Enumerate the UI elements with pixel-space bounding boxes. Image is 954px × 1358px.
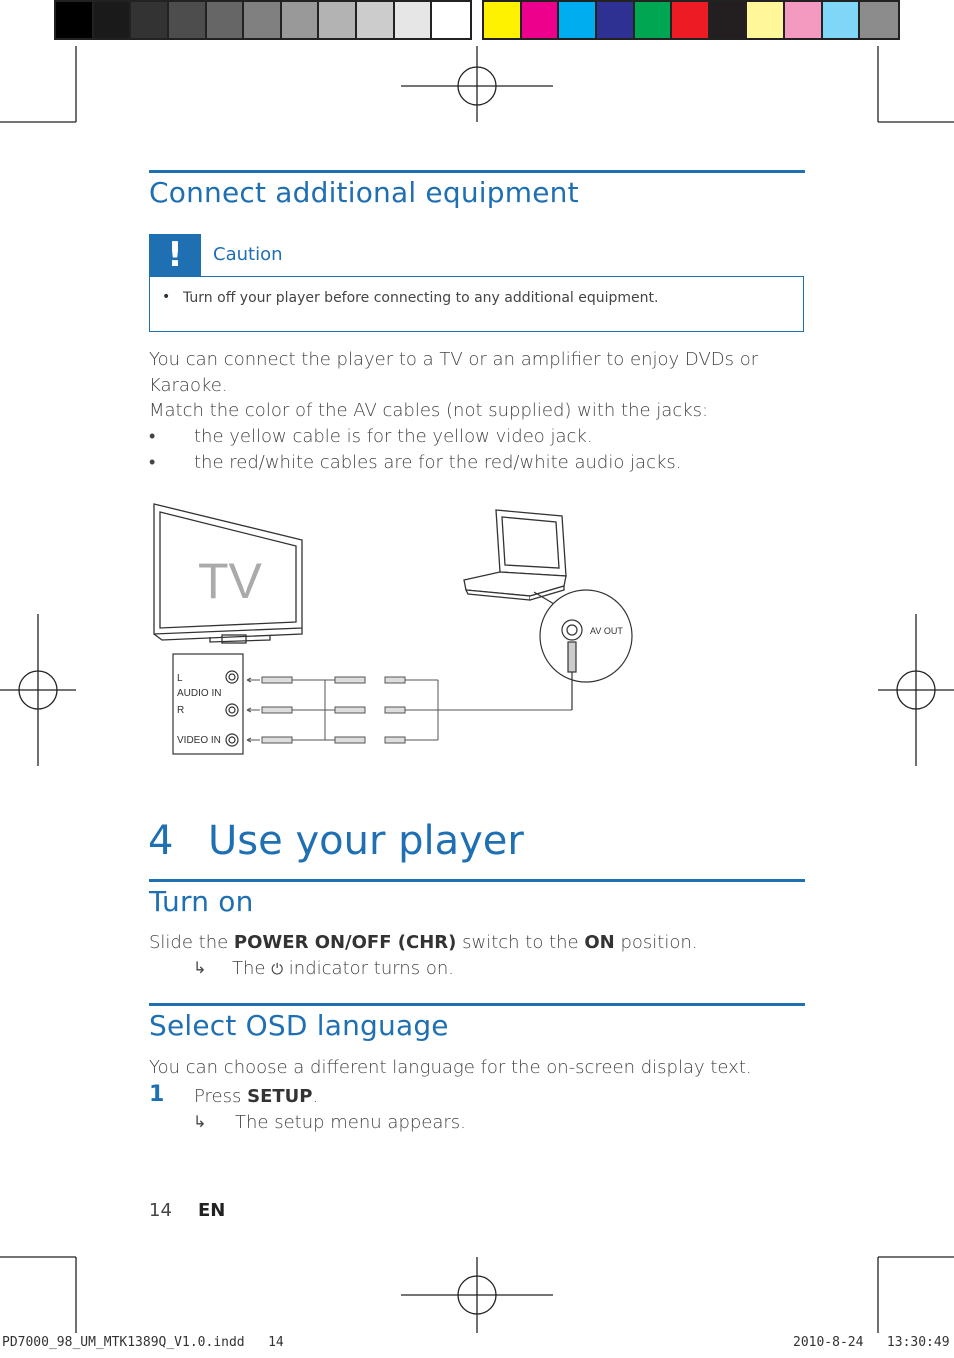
intro-line-2: Karaoke. <box>149 375 228 396</box>
section-title-turn-on: Turn on <box>149 885 254 918</box>
chapter-number: 4 <box>148 818 174 864</box>
bullet: • <box>149 426 156 447</box>
section-title-osd: Select OSD language <box>149 1009 449 1042</box>
match-instruction: Match the color of the AV cables (not supplied) with the jacks: <box>149 400 709 421</box>
section-rule <box>149 879 805 882</box>
av-cables <box>247 677 572 743</box>
setup-key: SETUP <box>247 1086 313 1107</box>
caution-item: Turn off your player before connecting to any additional equipment. <box>183 290 659 306</box>
section-rule <box>149 1003 805 1006</box>
chapter-title: Use your player <box>208 818 524 864</box>
page-number: 14 <box>149 1200 172 1221</box>
exclamation-icon: ! <box>167 235 183 275</box>
print-timestamp: 2010-8-24 13:30:49 <box>793 1335 950 1350</box>
audio-in-label: AUDIO IN <box>177 688 222 699</box>
caution-box <box>149 276 804 332</box>
list-item: • the yellow cable is for the yellow video jack. <box>149 426 593 447</box>
intro-line-1: You can connect the player to a TV or an amplifier to enjoy DVDs or <box>149 349 759 370</box>
step-number: 1 <box>149 1082 165 1107</box>
osd-intro: You can choose a different language for the on-screen display text. <box>149 1057 752 1078</box>
file-slug: PD7000_98_UM_MTK1389Q_V1.0.indd 14 <box>2 1335 284 1350</box>
turn-on-result: The ⏻ indicator turns on. <box>232 958 454 979</box>
power-indicator-icon: ⏻ <box>271 960 284 978</box>
list-item: • the red/white cables are for the red/white audio jacks. <box>149 452 682 473</box>
turn-on-step: Slide the POWER ON/OFF (CHR) switch to the ON position. <box>149 932 698 953</box>
av-out-label: AV OUT <box>590 626 623 636</box>
caution-label: Caution <box>213 244 283 265</box>
osd-result: The setup menu appears. <box>235 1112 466 1133</box>
portable-player-illustration <box>464 510 566 600</box>
caution-icon-block <box>149 234 201 276</box>
section-rule <box>149 170 805 173</box>
video-in-label: VIDEO IN <box>177 735 221 746</box>
on-position-key: ON <box>584 932 615 953</box>
language-code: EN <box>198 1200 226 1221</box>
tv-label: TV <box>198 553 262 609</box>
osd-step: Press SETUP. <box>194 1086 319 1107</box>
jack-r-label: R <box>177 705 185 716</box>
result-arrow-icon: ↳ <box>193 1112 207 1131</box>
caution-bullet: • <box>162 289 171 305</box>
section-title-connect: Connect additional equipment <box>149 176 579 209</box>
av-out-callout <box>534 590 632 710</box>
result-arrow-icon: ↳ <box>193 958 207 977</box>
jack-l-label: L <box>177 673 183 684</box>
bullet: • <box>149 452 156 473</box>
connection-diagram <box>150 500 640 760</box>
power-switch-key: POWER ON/OFF (CHR) <box>233 932 457 953</box>
